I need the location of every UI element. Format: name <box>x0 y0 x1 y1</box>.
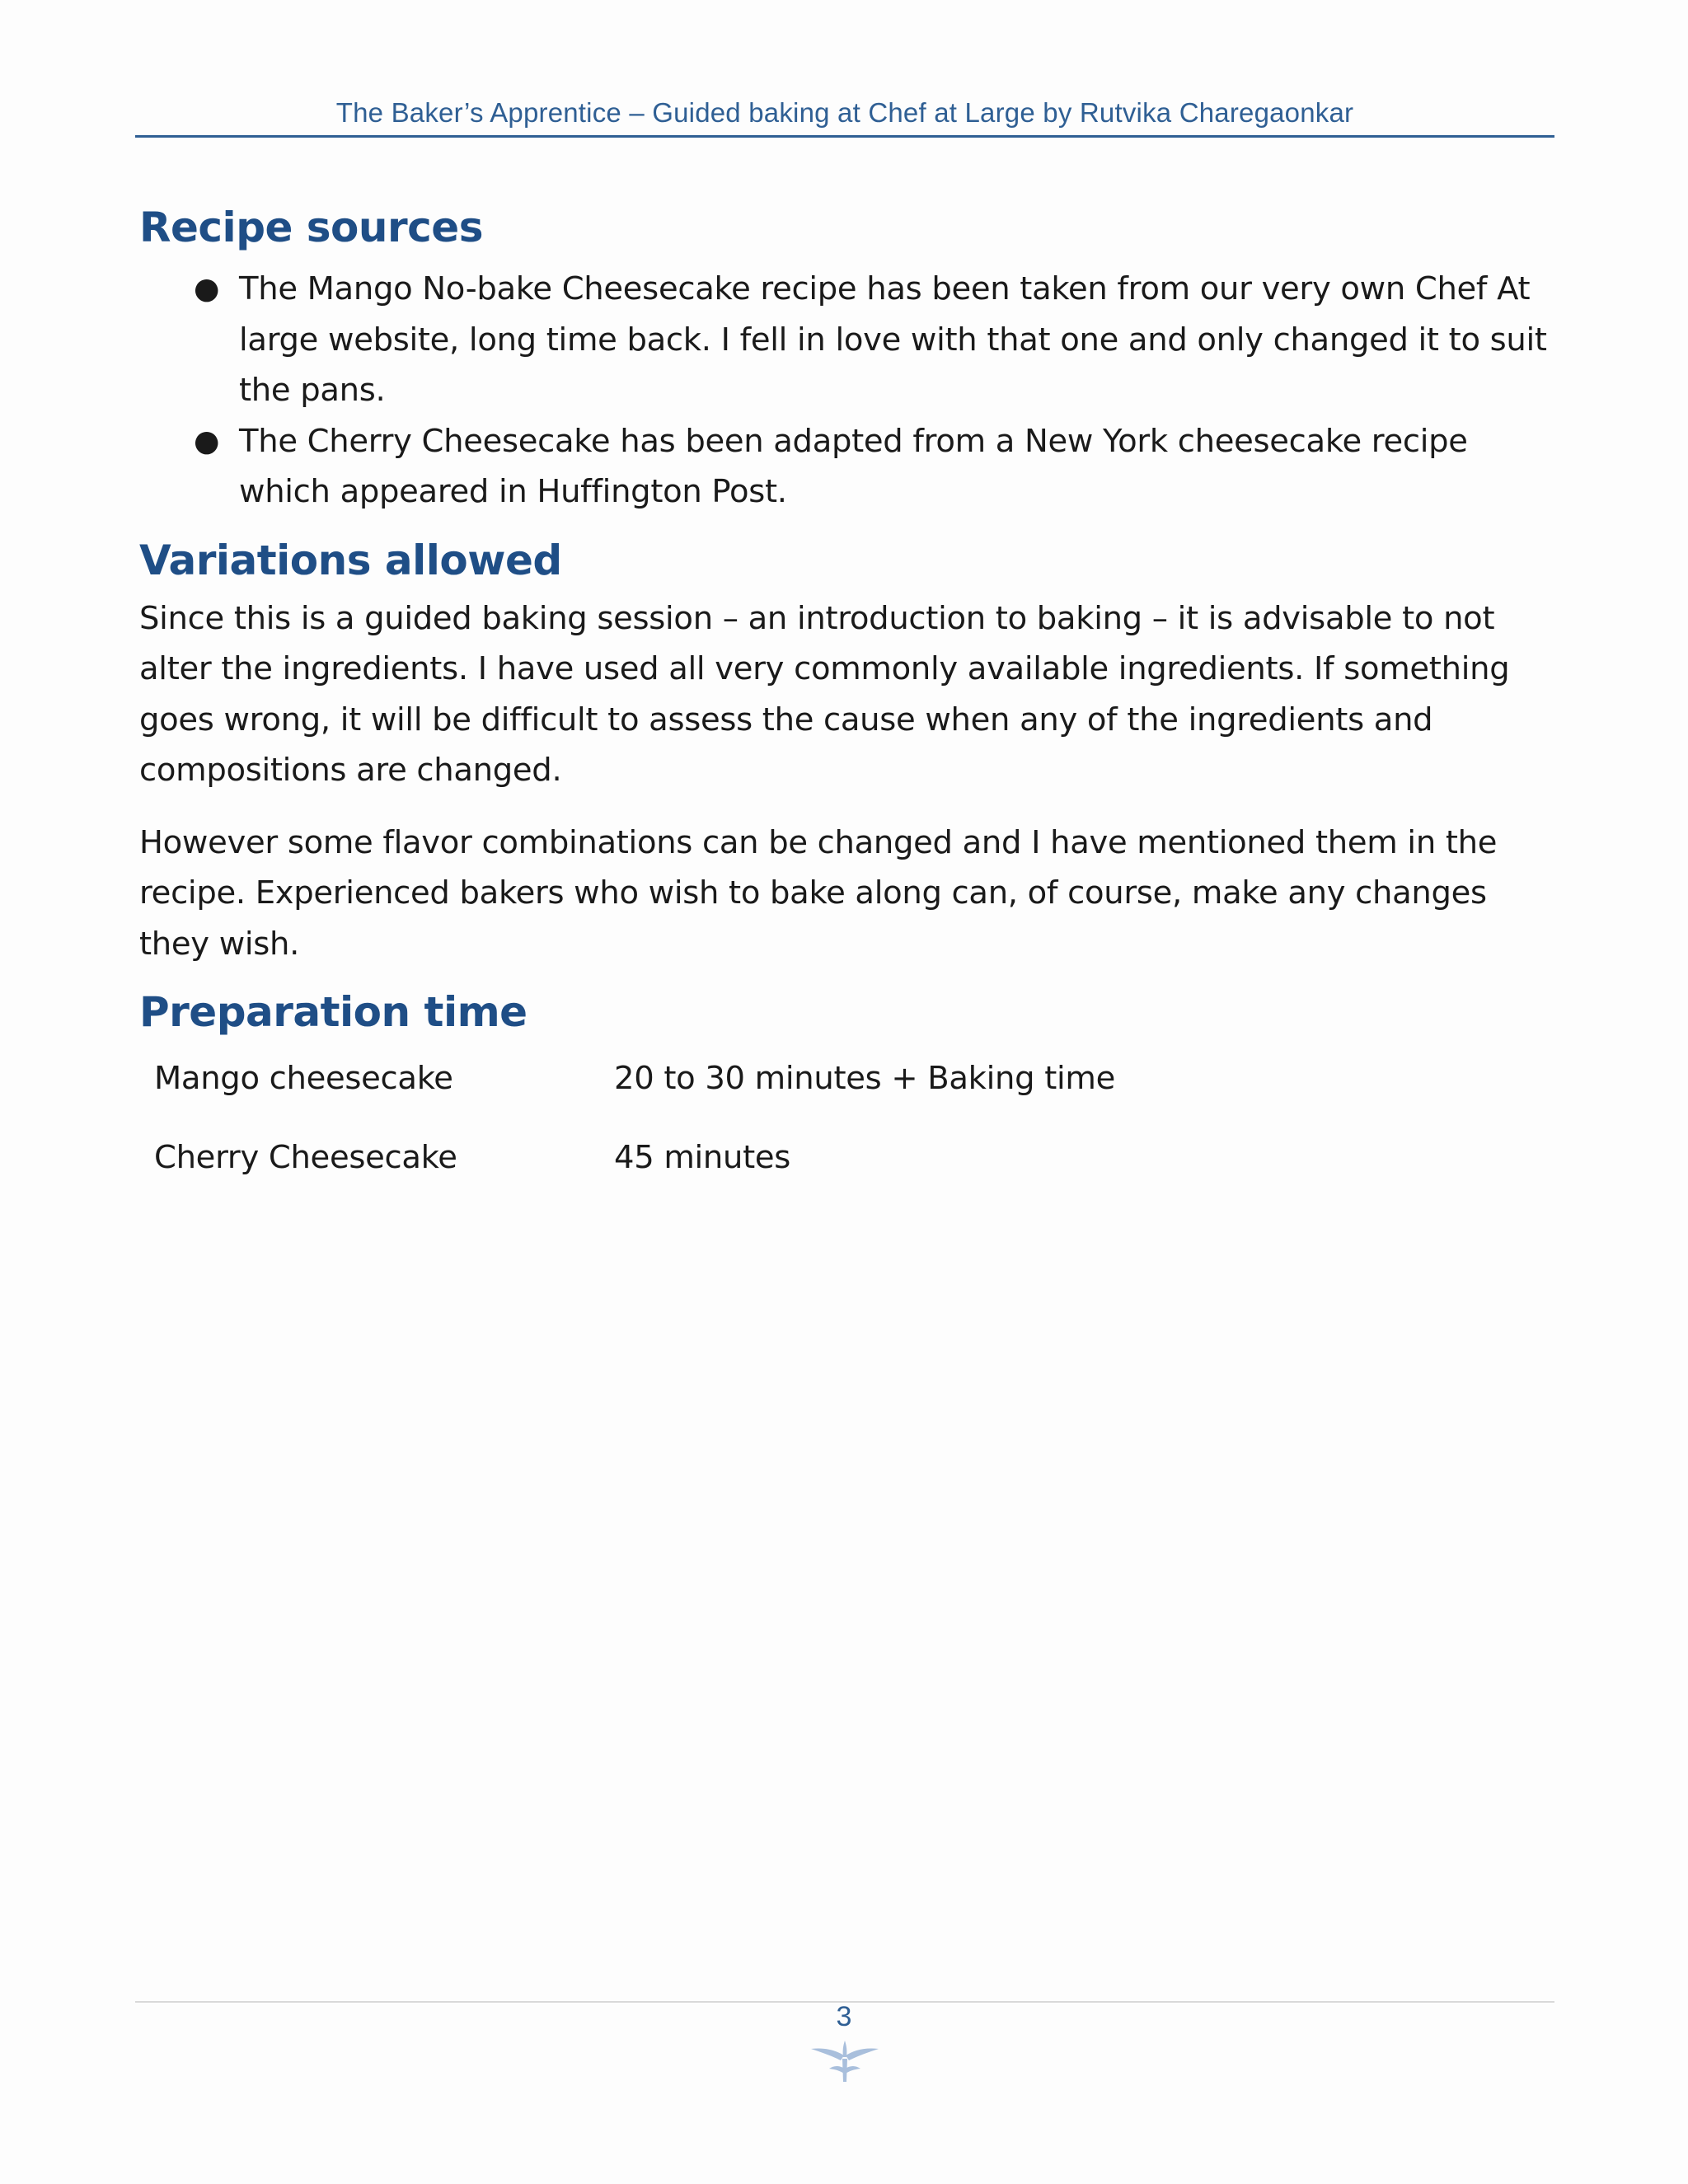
page-number: 3 <box>836 2001 852 2032</box>
list-item-text: The Cherry Cheesecake has been adapted from a New York cheesecake recipe which appeared in Huffington Post. <box>239 422 1468 510</box>
prep-time-cell: 45 minutes <box>614 1139 791 1176</box>
list-item <box>139 264 1550 416</box>
page-content <box>139 194 1550 1212</box>
list-item <box>139 416 1550 518</box>
paragraph: However some flavor combinations can be changed and I have mentioned them in the recipe. Experienced bakers who wish to bake along can, of course, make any changes they wish. <box>139 823 1498 963</box>
running-header: The Baker’s Apprentice – Guided baking at Chef at Large by Rutvika Charegaonkar <box>335 97 1354 128</box>
fleur-logo-icon <box>808 2032 882 2085</box>
header-divider <box>135 135 1554 138</box>
bullet-icon: ● <box>194 272 220 306</box>
preparation-time-table <box>139 1053 1115 1212</box>
table-row <box>139 1053 1115 1132</box>
list-item-text: The Mango No-bake Cheesecake recipe has been taken from our very own Chef At large website, long time back. I fell in love with that one and only changed it to suit the pans. <box>239 270 1547 409</box>
bullet-icon: ● <box>194 424 220 458</box>
heading-variations-allowed: Variations allowed <box>139 536 562 584</box>
recipe-name-cell: Mango cheesecake <box>154 1060 453 1097</box>
prep-time-cell: 20 to 30 minutes + Baking time <box>614 1060 1115 1097</box>
paragraph: Since this is a guided baking session – an introduction to baking – it is advisable to not alter the ingredients. I have used all very commonly available ingredients. If something goes wrong, it will be difficult to assess the cause when any of the ingredients and compositions are changed. <box>139 599 1510 789</box>
recipe-sources-list <box>139 264 1550 518</box>
heading-recipe-sources: Recipe sources <box>139 204 483 251</box>
recipe-name-cell: Cherry Cheesecake <box>154 1139 457 1176</box>
table-row <box>139 1132 1115 1212</box>
heading-preparation-time: Preparation time <box>139 988 528 1036</box>
